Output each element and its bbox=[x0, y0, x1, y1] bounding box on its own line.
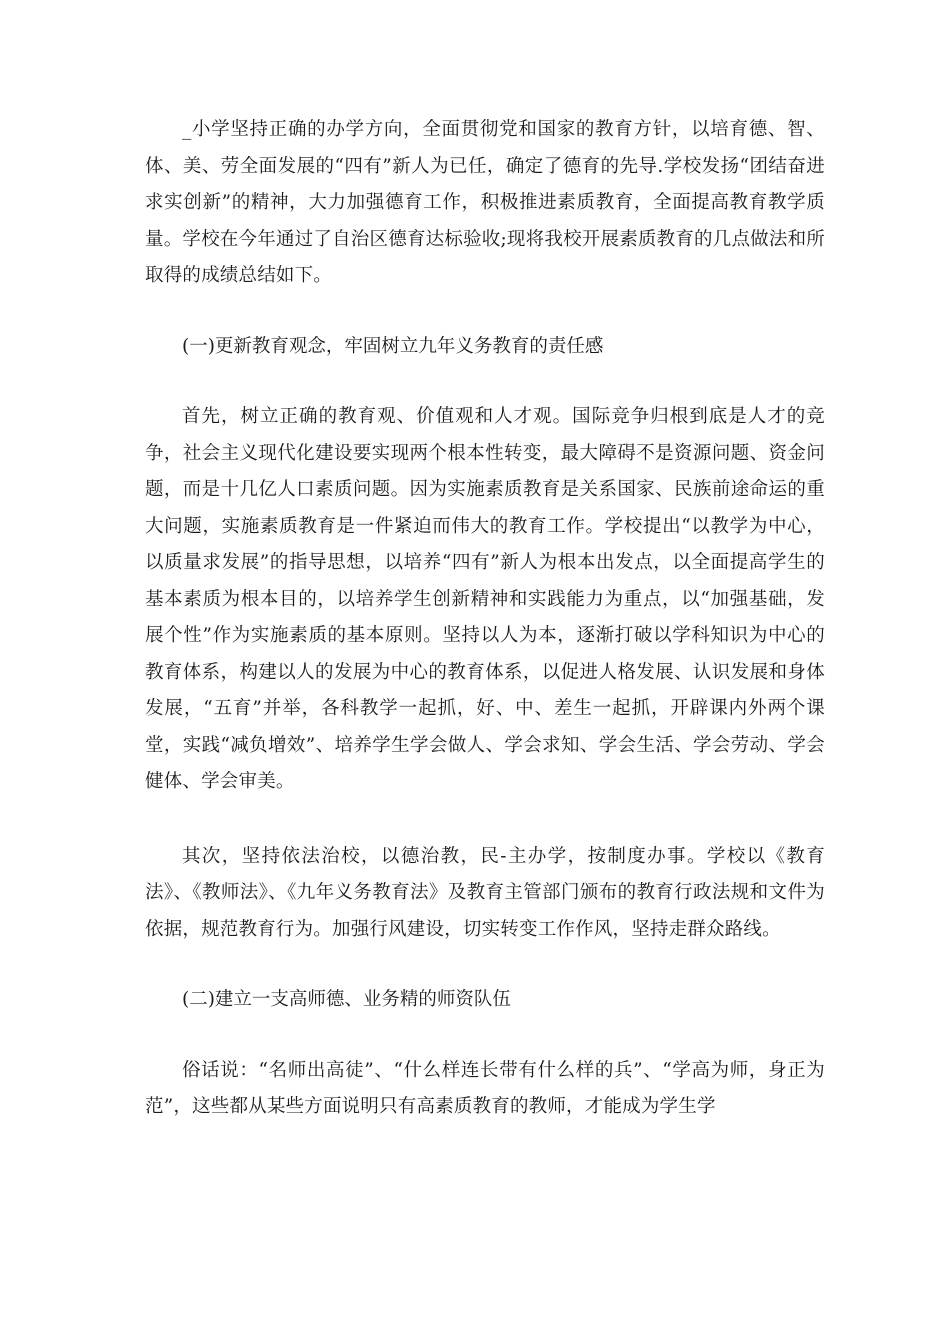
spacer bbox=[145, 948, 825, 982]
body-paragraph-2: 其次，坚持依法治校，以德治教，民-主办学，按制度办事。学校以《教育法》、《教师法》、《九年义务教育法》及教育主管部门颁布的教育行政法规和文件为依据，规范教育行为。加强行风建设，切实转变工作作风，坚持走群众路线。 bbox=[145, 845, 825, 940]
intro-paragraph: _小学坚持正确的办学方向，全面贯彻党和国家的教育方针，以培育德、智、体、美、劳全面发展的“四有”新人为已任，确定了德育的先导.学校发扬“团结奋进求实创新”的精神，大力加强德育工作，积极推进素质教育，全面提高教育教学质量。学校在今年通过了自治区德育达标验收;现将我校开展素质教育的几点做法和所取得的成绩总结如下。 bbox=[145, 119, 825, 286]
spacer bbox=[145, 365, 825, 399]
spacer bbox=[145, 1019, 825, 1053]
spacer bbox=[145, 295, 825, 329]
section-heading-2: (二)建立一支高师德、业务精的师资队伍 bbox=[182, 989, 511, 1010]
body-paragraph-3: 俗话说：“名师出高徒”、“什么样连长带有什么样的兵”、“学高为师，身正为范”，这些都从某些方面说明只有高素质教育的教师，才能成为学生学 bbox=[145, 1059, 825, 1117]
spacer bbox=[145, 801, 825, 839]
document-body bbox=[145, 112, 825, 1126]
body-paragraph-1: 首先，树立正确的教育观、价值观和人才观。国际竞争归根到底是人才的竞争，社会主义现代化建设要实现两个根本性转变，最大障碍不是资源问题、资金问题，而是十几亿人口素质问题。因为实施素质教育是关系国家、民族前途命运的重大问题，实施素质教育是一件紧迫而伟大的教育工作。学校提出“以教学为中心，以质量求发展”的指导思想，以培养“四有”新人为根本出发点，以全面提高学生的基本素质为根本目的，以培养学生创新精神和实践能力为重点，以“加强基础，发展个性”作为实施素质的基本原则。坚持以人为本，逐渐打破以学科知识为中心的教育体系，构建以人的发展为中心的教育体系，以促进人格发展、认识发展和身体发展，“五育”并举，各科教学一起抓，好、中、差生一起抓，开辟课内外两个课堂，实践“减负增效”、培养学生学会做人、学会求知、学会生活、学会劳动、学会健体、学会审美。 bbox=[145, 406, 825, 792]
section-heading-1: (一)更新教育观念，牢固树立九年义务教育的责任感 bbox=[182, 335, 604, 357]
